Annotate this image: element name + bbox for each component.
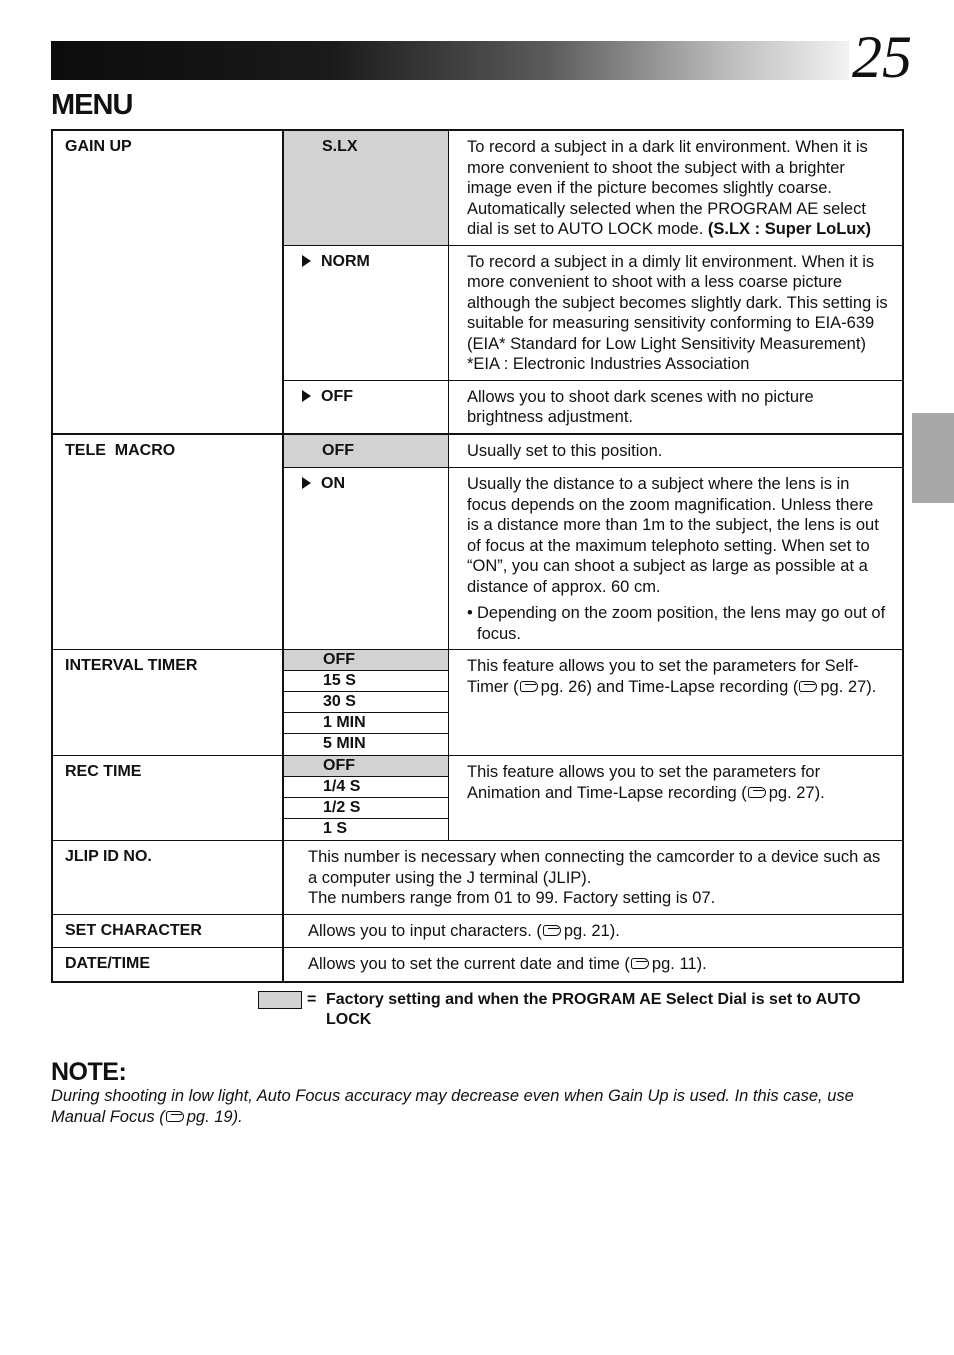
option-half-s: 1/2 S bbox=[283, 798, 449, 819]
table-row bbox=[52, 914, 903, 948]
page-number: 25 bbox=[852, 24, 912, 90]
table-row bbox=[52, 650, 903, 671]
menu-label-date-time: DATE/TIME bbox=[52, 948, 283, 982]
description-text: Allows you to set the current date and time ( bbox=[308, 955, 630, 973]
note-text bbox=[51, 1086, 901, 1128]
option-description: Usually set to this position. bbox=[449, 434, 904, 468]
hand-pointing-icon bbox=[799, 681, 817, 692]
description-text: Usually the distance to a subject where the lens is in focus depends on the zoom magnification. Unless there is a distance more than 1m to the subject, the lens is out of focus at the maximum telephoto setting. When set to “ON”, you can shoot a subject as large as possible at a distance of approx. 60 cm. bbox=[467, 475, 879, 596]
menu-label-gain-up: GAIN UP bbox=[52, 130, 283, 434]
option-description bbox=[283, 948, 903, 982]
description-text: pg. 21). bbox=[563, 921, 620, 940]
hand-pointing-icon bbox=[166, 1111, 184, 1122]
description-text: pg. 11). bbox=[651, 955, 707, 973]
section-title: MENU bbox=[51, 89, 133, 121]
note-body: During shooting in low light, Auto Focus accuracy may decrease even when Gain Up is used. In this case, use Manual Focus ( bbox=[51, 1087, 854, 1126]
table-row bbox=[52, 434, 903, 468]
table-row bbox=[52, 841, 903, 915]
option-description bbox=[283, 914, 903, 948]
option-description: Allows you to shoot dark scenes with no picture brightness adjustment. bbox=[449, 380, 904, 434]
note-body: pg. 19). bbox=[186, 1108, 243, 1126]
triangle-right-icon bbox=[302, 255, 311, 267]
option-description bbox=[449, 756, 904, 841]
triangle-right-icon bbox=[302, 477, 311, 489]
option-description bbox=[283, 841, 903, 915]
option-label: ON bbox=[321, 475, 345, 492]
triangle-right-icon bbox=[302, 390, 311, 402]
description-text: Allows you to input characters. ( bbox=[308, 921, 542, 940]
option-5min: 5 MIN bbox=[283, 734, 449, 756]
option-off bbox=[283, 434, 449, 468]
option-off: OFF bbox=[283, 650, 449, 671]
menu-label-interval-timer: INTERVAL TIMER bbox=[52, 650, 283, 756]
table-row bbox=[52, 130, 903, 245]
hand-pointing-icon bbox=[543, 925, 561, 936]
description-text: pg. 26) and Time-Lapse recording ( bbox=[540, 677, 799, 696]
option-off bbox=[283, 380, 449, 434]
description-footnote: *EIA : Electronic Industries Association bbox=[467, 355, 750, 373]
option-quarter-s: 1/4 S bbox=[283, 777, 449, 798]
menu-label-rec-time: REC TIME bbox=[52, 756, 283, 841]
note-title: NOTE: bbox=[51, 1058, 127, 1086]
menu-label-set-character: SET CHARACTER bbox=[52, 914, 283, 948]
option-norm bbox=[283, 245, 449, 380]
header-gradient-bar bbox=[51, 41, 849, 80]
description-text: pg. 27). bbox=[820, 677, 877, 696]
side-thumb-tab bbox=[912, 413, 954, 503]
description-text: pg. 27). bbox=[768, 783, 825, 802]
option-label: NORM bbox=[321, 252, 370, 270]
description-bold-note: (S.LX : Super LoLux) bbox=[707, 220, 872, 238]
legend-equals: = bbox=[307, 991, 317, 1008]
hand-pointing-icon bbox=[631, 958, 649, 969]
description-text: This number is necessary when connecting the camcorder to a device such as a computer using the J terminal (JLIP). bbox=[308, 848, 881, 887]
option-description bbox=[449, 468, 904, 650]
hand-pointing-icon bbox=[520, 681, 538, 692]
option-label: S.LX bbox=[322, 138, 358, 155]
hand-pointing-icon bbox=[748, 787, 766, 798]
option-1s: 1 S bbox=[283, 819, 449, 841]
option-15s: 15 S bbox=[283, 671, 449, 692]
option-description bbox=[449, 245, 904, 380]
table-row bbox=[52, 756, 903, 777]
legend-swatch bbox=[258, 991, 302, 1009]
option-off: OFF bbox=[283, 756, 449, 777]
option-slx bbox=[283, 130, 449, 245]
table-row bbox=[52, 948, 903, 982]
option-label: OFF bbox=[322, 441, 354, 459]
description-text: This feature allows you to set the parameters for Animation and Time-Lapse recording ( bbox=[467, 763, 821, 802]
menu-settings-table bbox=[51, 129, 904, 983]
description-text: This feature allows you to set the parameters for Self-Timer ( bbox=[467, 657, 859, 696]
option-label: OFF bbox=[321, 387, 353, 405]
option-30s: 30 S bbox=[283, 692, 449, 713]
bullet-text: Depending on the zoom position, the lens may go out of focus. bbox=[477, 604, 886, 643]
option-description bbox=[449, 130, 904, 245]
menu-label-tele-macro: TELE MACRO bbox=[52, 434, 283, 650]
legend-text: Factory setting and when the PROGRAM AE Select Dial is set to AUTO LOCK bbox=[326, 991, 861, 1028]
option-description bbox=[449, 650, 904, 756]
bullet-note bbox=[467, 603, 888, 644]
description-text: To record a subject in a dimly lit environment. When it is more convenient to shoot with a less coarse picture although the subject becomes slightly dark. This setting is suitable for measuring sensitivity conforming to EIA-639 (EIA* Standard for Low Light Sensitivity Measurement) bbox=[467, 252, 888, 353]
bullet-icon: • bbox=[467, 604, 473, 622]
menu-label-jlip-id: JLIP ID NO. bbox=[52, 841, 283, 915]
description-text: To record a subject in a dark lit environment. When it is more convenient to shoot the subject with a brighter image even if the picture becomes slightly coarse. Automatically selected when the PROGRAM AE select dial is set to AUTO LOCK mode. bbox=[467, 138, 868, 238]
description-text: The numbers range from 01 to 99. Factory setting is 07. bbox=[308, 889, 716, 907]
option-1min: 1 MIN bbox=[283, 713, 449, 734]
option-on bbox=[283, 468, 449, 650]
